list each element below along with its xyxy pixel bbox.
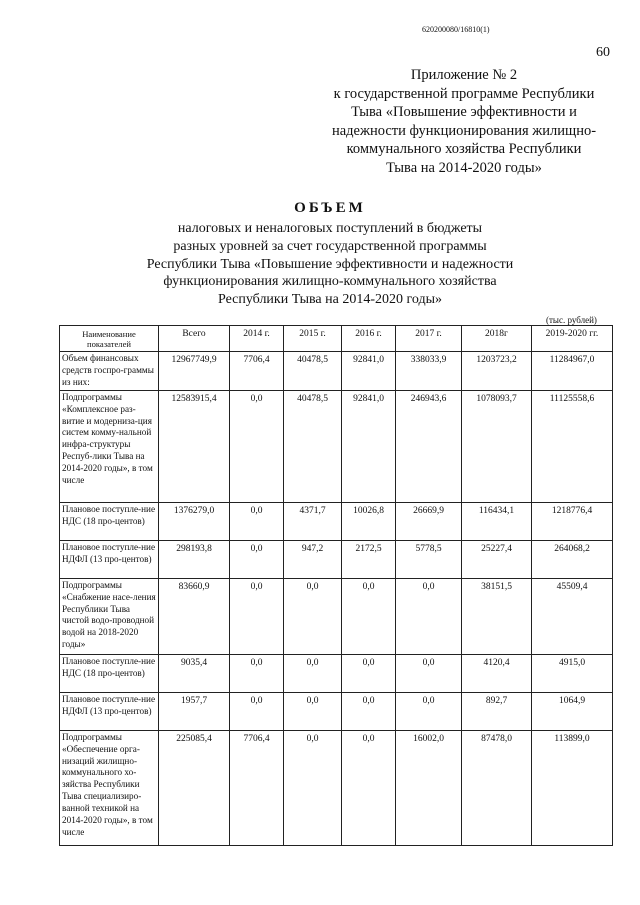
- table-cell: 92841,0: [342, 390, 396, 502]
- table-cell: 264068,2: [532, 540, 613, 578]
- table-cell: 5778,5: [396, 540, 462, 578]
- table-cell: 0,0: [230, 540, 284, 578]
- table-row: [60, 502, 613, 540]
- table-row: [60, 730, 613, 845]
- appendix-line: надежности функционирования жилищно-: [331, 122, 597, 139]
- row-label: Плановое поступле-ние НДС (18 про-центов): [60, 654, 159, 692]
- table-cell: 38151,5: [462, 578, 532, 654]
- table-cell: 1218776,4: [532, 502, 613, 540]
- table-cell: 9035,4: [159, 654, 230, 692]
- row-label: Объем финансовых средств госпро-граммы из них:: [60, 352, 159, 391]
- table-cell: 1376279,0: [159, 502, 230, 540]
- column-header-2019-2020: 2019-2020 гг.: [532, 326, 613, 352]
- table-cell: 0,0: [284, 654, 342, 692]
- table-cell: 0,0: [342, 578, 396, 654]
- table-cell: 92841,0: [342, 352, 396, 391]
- table-cell: 298193,8: [159, 540, 230, 578]
- table-cell: 0,0: [284, 578, 342, 654]
- subtitle-line: разных уровней за счет государственной программы: [173, 238, 487, 254]
- subtitle-line: Республики Тыва «Повышение эффективности и надежности: [146, 256, 514, 272]
- row-label: Плановое поступле-ние НДФЛ (13 про-центов): [60, 540, 159, 578]
- table-cell: 40478,5: [284, 390, 342, 502]
- table-cell: 1957,7: [159, 692, 230, 730]
- table-cell: 0,0: [342, 654, 396, 692]
- table-cell: 25227,4: [462, 540, 532, 578]
- table-cell: 87478,0: [462, 730, 532, 845]
- table-cell: 0,0: [342, 692, 396, 730]
- appendix-line: коммунального хозяйства Республики: [346, 141, 582, 157]
- column-header-2014: 2014 г.: [230, 326, 284, 352]
- table-row: [60, 352, 613, 391]
- appendix-line: Тыва «Повышение эффективности и: [351, 104, 577, 120]
- table-cell: 116434,1: [462, 502, 532, 540]
- units-label: (тыс. рублей): [546, 315, 597, 325]
- table-cell: 0,0: [396, 578, 462, 654]
- table-cell: 11125558,6: [532, 390, 613, 502]
- table-header-row: [60, 326, 613, 352]
- table-cell: 4371,7: [284, 502, 342, 540]
- table-cell: 0,0: [230, 578, 284, 654]
- column-header-2016: 2016 г.: [342, 326, 396, 352]
- table-cell: 7706,4: [230, 352, 284, 391]
- appendix-line: к государственной программе Республики: [333, 85, 595, 102]
- table-cell: 16002,0: [396, 730, 462, 845]
- table-cell: 246943,6: [396, 390, 462, 502]
- table-cell: 0,0: [284, 692, 342, 730]
- table-cell: 1064,9: [532, 692, 613, 730]
- table-cell: 45509,4: [532, 578, 613, 654]
- table-cell: 1203723,2: [462, 352, 532, 391]
- table-cell: 0,0: [342, 730, 396, 845]
- table-cell: 26669,9: [396, 502, 462, 540]
- table-cell: 0,0: [396, 692, 462, 730]
- document-subtitle: [110, 220, 550, 309]
- column-header-2017: 2017 г.: [396, 326, 462, 352]
- subtitle-line: функционирования жилищно-коммунального хозяйства: [163, 274, 497, 290]
- page-number: 60: [596, 45, 610, 60]
- subtitle-line: налоговых и неналоговых поступлений в бюджеты: [177, 221, 483, 236]
- appendix-line: Тыва на 2014-2020 годы»: [386, 159, 542, 176]
- row-label: Плановое поступле-ние НДС (18 про-центов): [60, 502, 159, 540]
- table-cell: 0,0: [230, 654, 284, 692]
- table-cell: 0,0: [230, 692, 284, 730]
- document-title: ОБЪЕМ: [294, 200, 366, 216]
- row-label: Подпрограммы «Обеспечение орга-низаций жилищно-коммунального хо-зяйства Республики Тыва специализиро-ванной техникой на 2014-2020 годы», в том числе: [60, 730, 159, 845]
- table-row: [60, 654, 613, 692]
- table-cell: 2172,5: [342, 540, 396, 578]
- table-cell: 0,0: [396, 654, 462, 692]
- table-cell: 83660,9: [159, 578, 230, 654]
- column-header-2015: 2015 г.: [284, 326, 342, 352]
- table-cell: 40478,5: [284, 352, 342, 391]
- table-cell: 11284967,0: [532, 352, 613, 391]
- table-cell: 12583915,4: [159, 390, 230, 502]
- appendix-note: [322, 66, 606, 177]
- table-cell: 7706,4: [230, 730, 284, 845]
- row-label: Плановое поступле-ние НДФЛ (13 про-центов): [60, 692, 159, 730]
- table-cell: 10026,8: [342, 502, 396, 540]
- table-cell: 1078093,7: [462, 390, 532, 502]
- table-cell: 113899,0: [532, 730, 613, 845]
- column-header-2018: 2018г: [462, 326, 532, 352]
- subtitle-line: Республики Тыва на 2014-2020 годы»: [217, 292, 443, 308]
- table-cell: 947,2: [284, 540, 342, 578]
- table-cell: 225085,4: [159, 730, 230, 845]
- table-row: [60, 692, 613, 730]
- table-cell: 0,0: [230, 502, 284, 540]
- document-id: 620200080/16810(1): [422, 25, 490, 34]
- table-cell: 4915,0: [532, 654, 613, 692]
- table-cell: 4120,4: [462, 654, 532, 692]
- revenue-table: [59, 325, 613, 846]
- column-header-name: Наименование показателей: [60, 326, 159, 352]
- table-row: [60, 390, 613, 502]
- table-cell: 338033,9: [396, 352, 462, 391]
- table-row: [60, 578, 613, 654]
- table-cell: 0,0: [284, 730, 342, 845]
- table-row: [60, 540, 613, 578]
- table-cell: 0,0: [230, 390, 284, 502]
- row-label: Подпрограммы «Снабжение насе-ления Республики Тыва чистой водо-проводной водой на 2018-2020 годы»: [60, 578, 159, 654]
- column-header-total: Всего: [159, 326, 230, 352]
- table-cell: 12967749,9: [159, 352, 230, 391]
- table-cell: 892,7: [462, 692, 532, 730]
- appendix-line: Приложение № 2: [410, 67, 518, 83]
- row-label: Подпрограммы «Комплексное раз-витие и модерниза-ция систем комму-нальной инфра-структуры Респуб-лики Тыва на 2014-2020 годы», в том числе: [60, 390, 159, 502]
